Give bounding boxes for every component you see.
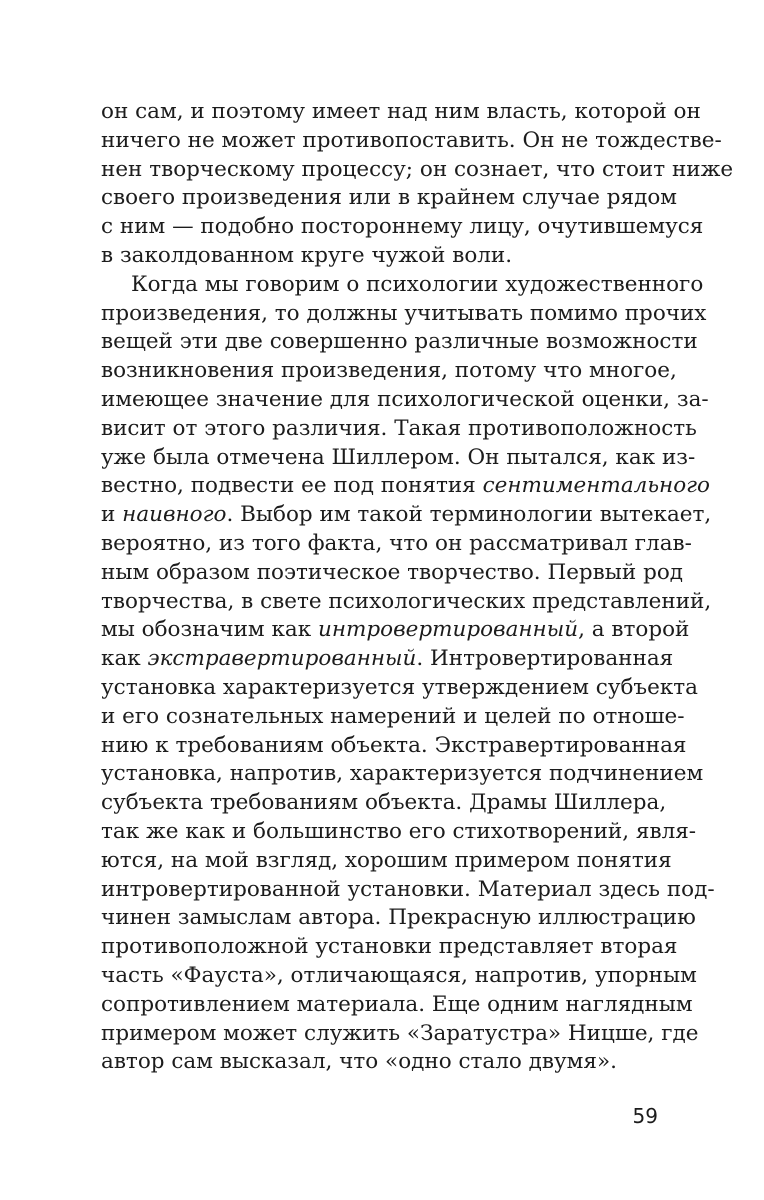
italic-term: наивного [122, 502, 227, 528]
italic-term: интровертированный [318, 617, 579, 643]
text-run: вестно, подвести ее под понятия [101, 473, 483, 499]
text-line: с ним — подобно постороннему лицу, очутившемуся [101, 214, 704, 240]
text-line: противоположной установки представляет вторая [101, 934, 678, 960]
text-line: примером может служить «Заратустра» Ницше, где [101, 1020, 699, 1046]
text-line [101, 472, 710, 501]
text-run: как [101, 646, 148, 672]
text-line: нию к требованиям объекта. Экстравертированная [101, 732, 687, 758]
text-line: возникновения произведения, потому что многое, [101, 358, 677, 384]
text-line: интровертированной установки. Материал здесь под- [101, 876, 715, 902]
text-line: вероятно, из того факта, что он рассматривал глав- [101, 530, 692, 556]
text-line: установка характеризуется утверждением субъекта [101, 674, 698, 700]
text-line: он сам, и поэтому имеет над ним власть, которой он [101, 99, 701, 124]
text-run: . Интровертированная [416, 646, 674, 672]
text-line: ным образом поэтическое творчество. Первый род [101, 559, 684, 585]
paragraph-2 [101, 271, 715, 1077]
text-run: и [101, 502, 123, 528]
text-line: ются, на мой взгляд, хорошим примером понятия [101, 847, 672, 873]
text-line [101, 616, 690, 645]
text-run: . Выбор им такой терминологии вытекает, [226, 502, 712, 528]
body-text [101, 98, 734, 1077]
text-line [101, 501, 712, 530]
text-line: нен творческому процессу; он сознает, что стоит ниже [101, 156, 734, 182]
text-line: произведения, то должны учитывать помимо прочих [101, 300, 707, 326]
text-line: своего произведения или в крайнем случае рядом [101, 185, 678, 211]
text-line: творчества, в свете психологических представлений, [101, 588, 712, 614]
text-line: автор сам высказал, что «одно стало двумя». [101, 1049, 617, 1075]
text-line: установка, напротив, характеризуется подчинением [101, 761, 704, 787]
text-run: , а второй [578, 617, 690, 643]
text-line [101, 645, 674, 674]
text-line: субъекта требованиям объекта. Драмы Шиллера, [101, 790, 667, 816]
text-line: уже была отмечена Шиллером. Он пытался, как из- [101, 444, 696, 470]
text-line: в заколдованном круге чужой воли. [101, 242, 513, 268]
text-line: ничего не может противопоставить. Он не тождестве- [101, 127, 722, 153]
text-line: так же как и большинство его стихотворений, явля- [101, 818, 697, 844]
text-line: часть «Фауста», отличающаяся, напротив, упорным [101, 962, 697, 988]
text-line: Когда мы говорим о психологии художественного [131, 271, 704, 297]
italic-term: сентиментального [482, 473, 710, 499]
italic-term: экстравертированный [147, 646, 417, 672]
text-line: имеющее значение для психологической оценки, за- [101, 386, 709, 412]
text-line: сопротивлением материала. Еще одним наглядным [101, 991, 693, 1017]
text-line: висит от этого различия. Такая противоположность [101, 415, 697, 441]
text-run: мы обозначим как [101, 617, 319, 643]
text-line: и его сознательных намерений и целей по отноше- [101, 703, 685, 729]
page-number: 59 [632, 1104, 658, 1128]
text-line: чинен замыслам автора. Прекрасную иллюстрацию [101, 905, 696, 931]
paragraph-1 [101, 98, 734, 271]
text-line: вещей эти две совершенно различные возможности [101, 329, 698, 355]
